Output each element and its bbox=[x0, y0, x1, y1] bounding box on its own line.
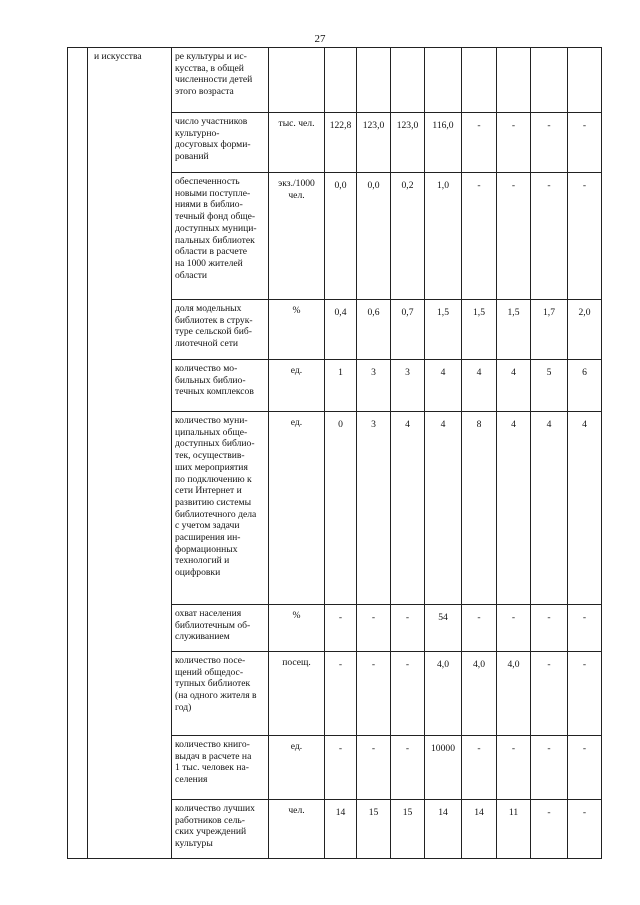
value-cell: 14 bbox=[425, 800, 462, 859]
indicator-cell: охват населения библиотечным об- служиванием bbox=[172, 605, 269, 652]
value-cell: - bbox=[497, 113, 531, 173]
value-cell: - bbox=[391, 605, 425, 652]
indicator-cell: количество муни- ципальных обще- доступных библио- тек, осуществив- ших мероприятия по подключению к сети Интернет и развитию системы библиотечного дела с учетом задачи расширения ин- формационных технологий и оцифровки bbox=[172, 412, 269, 605]
unit-cell: ед. bbox=[269, 360, 325, 412]
table-row bbox=[68, 48, 602, 113]
value-cell bbox=[568, 48, 602, 113]
value-cell: 0,0 bbox=[325, 173, 357, 300]
value-cell bbox=[357, 48, 391, 113]
value-cell: 11 bbox=[497, 800, 531, 859]
value-cell: 0,7 bbox=[391, 300, 425, 360]
value-cell: 8 bbox=[462, 412, 497, 605]
value-cell: 5 bbox=[531, 360, 568, 412]
value-cell: 4,0 bbox=[425, 652, 462, 736]
value-cell bbox=[425, 48, 462, 113]
value-cell: 0 bbox=[325, 412, 357, 605]
value-cell: - bbox=[531, 736, 568, 800]
value-cell: 123,0 bbox=[357, 113, 391, 173]
value-cell: - bbox=[531, 605, 568, 652]
value-cell: 1,5 bbox=[425, 300, 462, 360]
unit-cell: экз./1000 чел. bbox=[269, 173, 325, 300]
value-cell: - bbox=[462, 113, 497, 173]
unit-cell: посещ. bbox=[269, 652, 325, 736]
value-cell: 0,4 bbox=[325, 300, 357, 360]
value-cell: 1,0 bbox=[425, 173, 462, 300]
value-cell: 3 bbox=[357, 360, 391, 412]
value-cell: 54 bbox=[425, 605, 462, 652]
value-cell: - bbox=[391, 736, 425, 800]
unit-cell: % bbox=[269, 300, 325, 360]
unit-cell: чел. bbox=[269, 800, 325, 859]
value-cell: 1 bbox=[325, 360, 357, 412]
value-cell: 3 bbox=[391, 360, 425, 412]
value-cell: 4 bbox=[531, 412, 568, 605]
value-cell: 4 bbox=[425, 412, 462, 605]
unit-cell: ед. bbox=[269, 412, 325, 605]
unit-cell bbox=[269, 48, 325, 113]
value-cell: - bbox=[462, 605, 497, 652]
indicator-cell: количество мо- бильных библио- течных комплексов bbox=[172, 360, 269, 412]
value-cell bbox=[497, 48, 531, 113]
value-cell: - bbox=[531, 113, 568, 173]
value-cell: 15 bbox=[357, 800, 391, 859]
value-cell: 0,6 bbox=[357, 300, 391, 360]
value-cell: 14 bbox=[325, 800, 357, 859]
value-cell: 4 bbox=[391, 412, 425, 605]
value-cell: - bbox=[568, 173, 602, 300]
indicator-cell: количество книго- выдач в расчете на 1 тыс. человек на- селения bbox=[172, 736, 269, 800]
value-cell bbox=[462, 48, 497, 113]
value-cell bbox=[325, 48, 357, 113]
value-cell: - bbox=[391, 652, 425, 736]
value-cell: 10000 bbox=[425, 736, 462, 800]
value-cell: 1,5 bbox=[497, 300, 531, 360]
indicator-cell: количество посе- щений общедос- тупных библиотек (на одного жителя в год) bbox=[172, 652, 269, 736]
unit-cell: % bbox=[269, 605, 325, 652]
value-cell: 4 bbox=[462, 360, 497, 412]
indicators-table bbox=[67, 47, 602, 859]
unit-cell: тыс. чел. bbox=[269, 113, 325, 173]
value-cell: - bbox=[325, 652, 357, 736]
value-cell: 3 bbox=[357, 412, 391, 605]
value-cell: 2,0 bbox=[568, 300, 602, 360]
indicator-cell: обеспеченность новыми поступле- ниями в библио- течный фонд обще- доступных муници- пальных библиотек области в расчете на 1000 жителей области bbox=[172, 173, 269, 300]
empty-left-column bbox=[68, 48, 88, 859]
value-cell: - bbox=[325, 736, 357, 800]
value-cell: - bbox=[531, 652, 568, 736]
page-number: 27 bbox=[314, 33, 326, 45]
indicator-cell: число участников культурно- досуговых форми- рований bbox=[172, 113, 269, 173]
value-cell: 0,2 bbox=[391, 173, 425, 300]
value-cell: 4 bbox=[425, 360, 462, 412]
value-cell: 4,0 bbox=[462, 652, 497, 736]
table-body bbox=[68, 48, 602, 859]
value-cell: 15 bbox=[391, 800, 425, 859]
value-cell: - bbox=[497, 605, 531, 652]
value-cell: - bbox=[568, 652, 602, 736]
value-cell: - bbox=[325, 605, 357, 652]
value-cell: 1,5 bbox=[462, 300, 497, 360]
value-cell: - bbox=[497, 736, 531, 800]
indicator-cell: количество лучших работников сель- ских учреждений культуры bbox=[172, 800, 269, 859]
value-cell: 116,0 bbox=[425, 113, 462, 173]
value-cell: - bbox=[568, 113, 602, 173]
value-cell: 14 bbox=[462, 800, 497, 859]
section-label: и искусства bbox=[88, 48, 172, 859]
value-cell: - bbox=[357, 652, 391, 736]
value-cell: 4,0 bbox=[497, 652, 531, 736]
value-cell: - bbox=[462, 736, 497, 800]
value-cell: 123,0 bbox=[391, 113, 425, 173]
value-cell: - bbox=[568, 800, 602, 859]
value-cell: - bbox=[531, 800, 568, 859]
value-cell: 4 bbox=[497, 360, 531, 412]
value-cell: - bbox=[531, 173, 568, 300]
indicator-cell: доля модельных библиотек в струк- туре сельской биб- лиотечной сети bbox=[172, 300, 269, 360]
unit-cell: ед. bbox=[269, 736, 325, 800]
value-cell: 0,0 bbox=[357, 173, 391, 300]
value-cell: 6 bbox=[568, 360, 602, 412]
value-cell: 4 bbox=[497, 412, 531, 605]
indicator-cell: ре культуры и ис- кусства, в общей численности детей этого возраста bbox=[172, 48, 269, 113]
value-cell: - bbox=[357, 605, 391, 652]
value-cell: - bbox=[462, 173, 497, 300]
value-cell: 4 bbox=[568, 412, 602, 605]
value-cell bbox=[391, 48, 425, 113]
value-cell: - bbox=[568, 736, 602, 800]
value-cell: - bbox=[497, 173, 531, 300]
value-cell: 1,7 bbox=[531, 300, 568, 360]
value-cell: - bbox=[357, 736, 391, 800]
value-cell: - bbox=[568, 605, 602, 652]
value-cell: 122,8 bbox=[325, 113, 357, 173]
value-cell bbox=[531, 48, 568, 113]
